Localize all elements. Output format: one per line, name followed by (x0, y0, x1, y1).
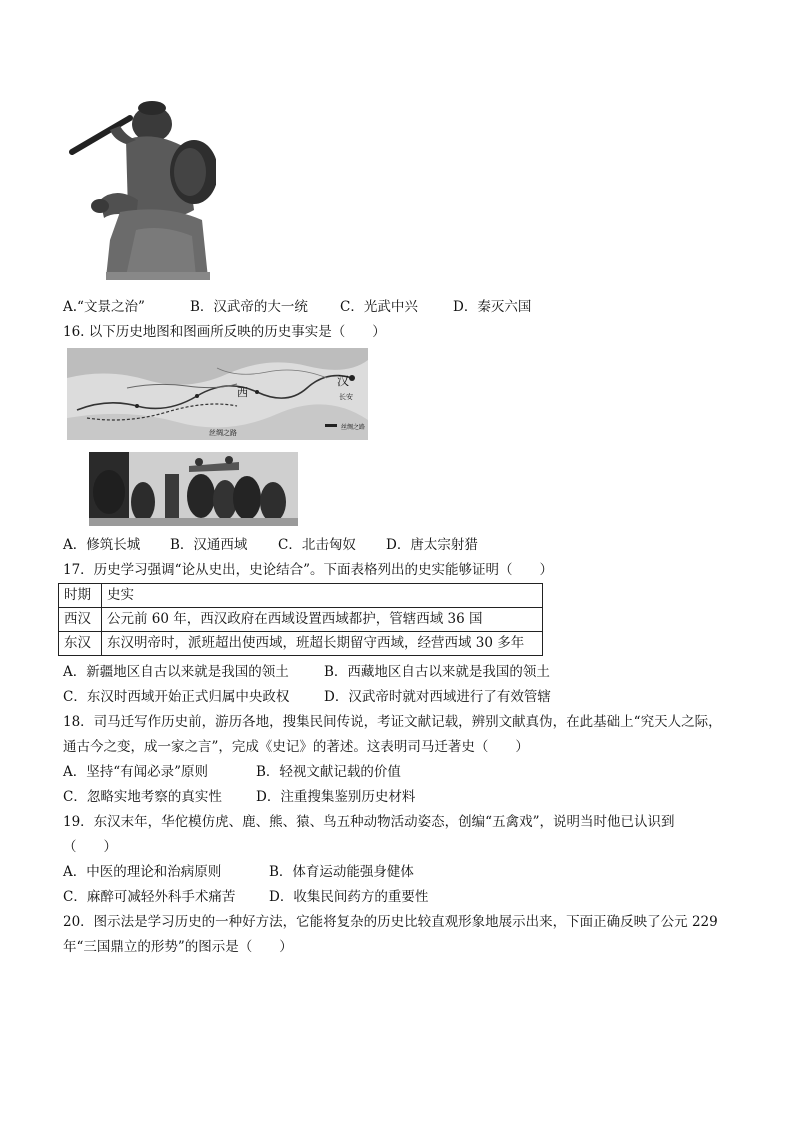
map-caption: 丝绸之路 (209, 429, 237, 437)
q16-option-a[interactable]: A．修筑长城 (63, 537, 141, 553)
mural-photo (89, 452, 298, 526)
map-label-han: 汉 (337, 374, 350, 388)
q16-option-c[interactable]: C．北击匈奴 (278, 537, 356, 553)
q15-option-c[interactable]: C．光武中兴 (340, 299, 418, 315)
q18-stem-line2: 通古今之变，成一家之言”，完成《史记》的著述。这表明司马迁著史（ ） (63, 739, 529, 755)
q18-options-row1 (63, 762, 401, 782)
q18-stem-line1: 18．司马迁写作历史前，游历各地，搜集民间传说，考证文献记载，辨别文献真伪，在此基础上“究天人之际， (63, 714, 722, 730)
q15-option-a[interactable]: A.“文景之治” (63, 299, 145, 315)
map-legend: 丝绸之路 (341, 424, 366, 431)
table-cell-period: 东汉 (59, 632, 102, 656)
map-label-changan: 长安 (339, 393, 353, 401)
q17-options-row2 (63, 687, 551, 707)
q18-option-c[interactable]: C．忽略实地考察的真实性 (63, 789, 222, 805)
q17-option-a[interactable]: A．新疆地区自古以来就是我国的领土 (63, 664, 289, 680)
q17-option-d[interactable]: D．汉武帝时就对西域进行了有效管辖 (324, 689, 551, 705)
q19-option-b[interactable]: B．体育运动能强身健体 (269, 864, 414, 880)
q16-options (63, 535, 478, 555)
q15-option-d[interactable]: D．秦灭六国 (453, 299, 532, 315)
q16-stem: 16. 以下历史地图和图画所反映的历史事实是（ ） (63, 324, 386, 340)
q17-option-c[interactable]: C．东汉时西域开始正式归属中央政权 (63, 689, 290, 705)
table-header-row (59, 584, 543, 608)
q18-options-row2 (63, 787, 415, 807)
q19-options-row1 (63, 862, 414, 882)
q16-option-b[interactable]: B．汉通西域 (170, 537, 248, 553)
table-cell-fact: 公元前 60 年，西汉政府在西域设置西域都护，管辖西域 36 国 (102, 608, 543, 632)
q15-options (63, 297, 531, 317)
q19-option-d[interactable]: D．收集民间药方的重要性 (269, 889, 429, 905)
table-row (59, 632, 543, 656)
q17-option-b[interactable]: B．西藏地区自古以来就是我国的领土 (324, 664, 550, 680)
q18-option-a[interactable]: A．坚持“有闻必录”原则 (63, 764, 209, 780)
table-cell-period: 西汉 (59, 608, 102, 632)
storyteller-figurine-photo (66, 100, 216, 280)
q20-stem-line2: 年“三国鼎立的形势”的图示是（ ） (63, 939, 293, 955)
table-header-period: 时期 (59, 584, 102, 608)
q17-history-table (58, 583, 543, 656)
q19-stem-line2: （ ） (63, 839, 117, 855)
q19-option-c[interactable]: C．麻醉可减轻外科手术痛苦 (63, 889, 236, 905)
q17-stem: 17．历史学习强调“论从史出，史论结合”。下面表格列出的史实能够证明（ ） (63, 562, 553, 578)
q16-option-d[interactable]: D．唐太宗射猎 (386, 537, 478, 553)
q20-stem-line1: 20．图示法是学习历史的一种好方法，它能将复杂的历史比较直观形象地展示出来，下面正确反映了公元 229 (63, 914, 718, 930)
q19-option-a[interactable]: A．中医的理论和治病原则 (63, 864, 222, 880)
q19-options-row2 (63, 887, 428, 907)
q15-option-b[interactable]: B．汉武帝的大一统 (190, 299, 308, 315)
map-label-west: 西 (237, 386, 248, 399)
table-row (59, 608, 543, 632)
table-header-fact: 史实 (102, 584, 543, 608)
q19-stem-line1: 19．东汉末年，华佗模仿虎、鹿、熊、猿、鸟五种动物活动姿态，创编“五禽戏”，说明当时他已认识到 (63, 814, 675, 830)
q18-option-d[interactable]: D．注重搜集鉴别历史材料 (256, 789, 416, 805)
q17-options-row1 (63, 662, 550, 682)
q18-option-b[interactable]: B．轻视文献记载的价值 (256, 764, 401, 780)
table-cell-fact: 东汉明帝时，派班超出使西域，班超长期留守西域，经营西域 30 多年 (102, 632, 543, 656)
silk-road-map (67, 348, 368, 440)
